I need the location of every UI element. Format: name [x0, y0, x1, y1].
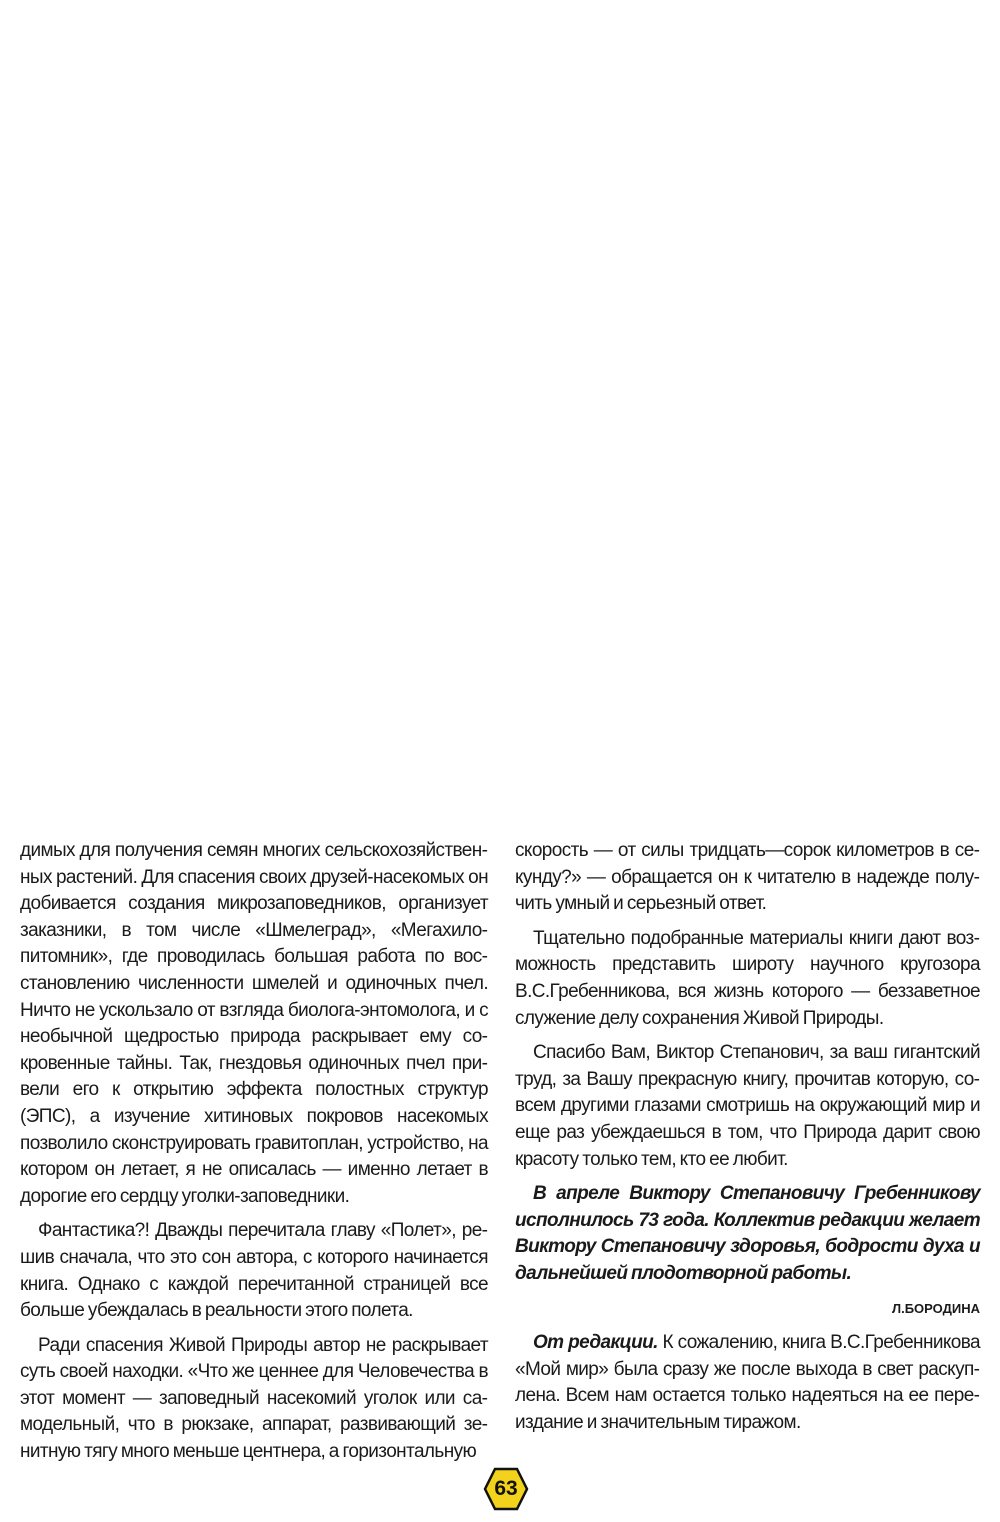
paragraph: Спасибо Вам, Виктор Степанович, за ваш гигантский труд, за Вашу прекрасную книгу, прочитав которую, совсем другими глазами смотришь на окружающий мир и еще раз убеждаешься в том, что Природа дарит свою красоту только тем, кто ее любит. [515, 1042, 980, 1170]
editor-note-text: К сожалению, книга В.С.Гребенникова «Мой мир» была сразу же после выхода в свет раскуплена. Всем нам остается только надеяться на ее переиздание и значительным тиражом. [515, 1332, 980, 1433]
paragraph: скорость — от силы тридцать—сорок километров в секунду?» — обращается он к читателю в надежде получить умный и серьезный ответ. [515, 840, 980, 915]
paragraph: Фантастика?! Дважды перечитала главу «Полет», решив сначала, что это сон автора, с которого начинается книга. Однако с каждой перечитанной страницей все больше убеждалась в реальности этого полета. [20, 1220, 488, 1322]
page-number-badge [483, 1467, 529, 1511]
paragraph: Тщательно подобранные материалы книги дают возможность представить широту научного кругозора В.С.Гребенникова, вся жизнь которого — беззаветное служение делу сохранения Живой Природы. [515, 927, 980, 1029]
page-number: 63 [494, 1477, 518, 1500]
left-text-column [20, 838, 488, 1474]
editor-note-lead: От редакции. [533, 1332, 658, 1354]
birthday-greeting: В апреле Виктору Степановичу Гребенникову исполнилось 73 года. Коллектив редакции желает Виктору Степановичу здоровья, бодрости духа и дальнейшей плодотворной работы. [515, 1183, 980, 1284]
paragraph: Ради спасения Живой Природы автор не раскрывает суть своей находки. «Что же ценнее для Человечества в этот момент — заповедный насекомий уголок или самодельный, что в рюкзаке, аппарат, развивающий зенитную тягу много меньше центнера, а горизонтальную [20, 1334, 488, 1463]
author-signature: Л.БОРОДИНА [891, 1300, 980, 1316]
right-text-column [515, 838, 980, 1444]
paragraph: димых для получения семян многих сельскохозяйственных растений. Для спасения своих друзей-насекомых он добивается создания микрозаповедников, организует заказники, в том числе «Шмелеград», «Мегахилопитомник», где проводилась большая работа по восстановлению численности шмелей и одиночных пчел. Ничто не ускользало от взгляда биолога-энтомолога, и с необычной щедростью природа раскрывает ему сокровенные тайны. Так, гнездовья одиночных пчел привели его к открытию эффекта полостных структур (ЭПС), а изучение хитиновых покровов насекомых позволило сконструировать гравитоплан, устройство, на котором он летает, я не описалась — именно летает в дорогие его сердцу уголки-заповедники. [20, 840, 488, 1207]
editor-note [515, 1330, 980, 1436]
